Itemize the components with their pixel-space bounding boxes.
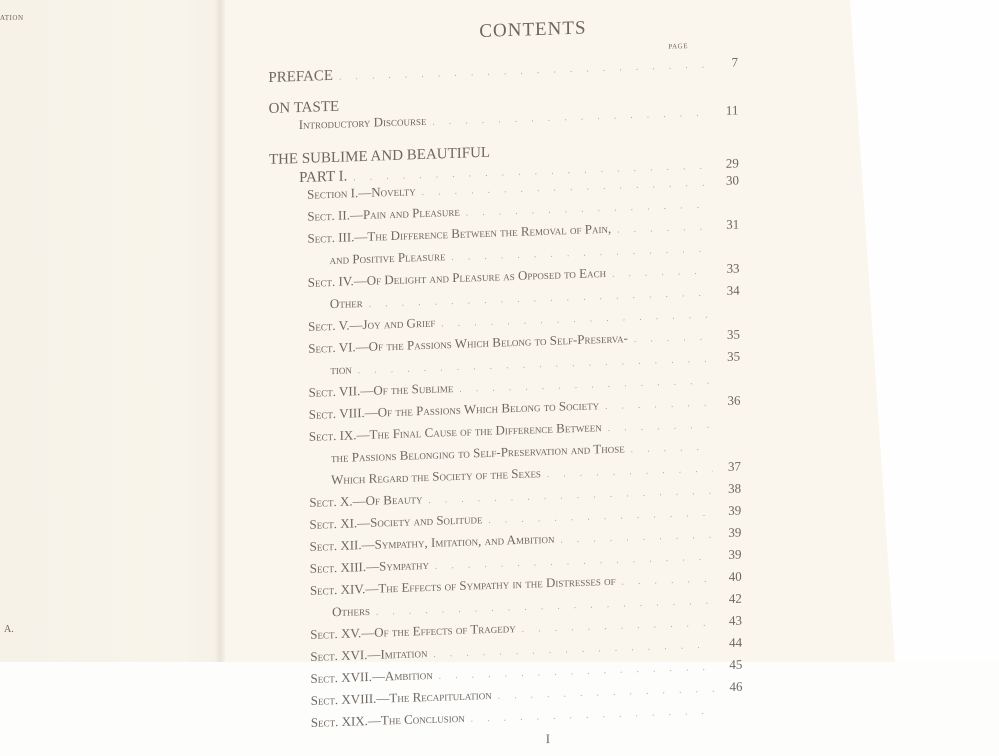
toc-entry-continuation: tion . . . 35 [270, 349, 740, 387]
toc-entry: Sect. XVIII.—The Recapitulation . . . 46 [273, 679, 743, 717]
heading-label: ON TASTE [268, 98, 340, 118]
toc-entry: Sect. XIX.—The Conclusion . . . [273, 701, 743, 739]
toc-entry: Sect. XV.—Of the Effects of Tragedy . . . 43 [272, 613, 742, 651]
entry-page: 29 [725, 155, 739, 171]
table-of-contents [268, 12, 743, 756]
toc-entry: Sect. XVI.—Imitation . . . 44 [272, 635, 742, 673]
toc-entry: Sect. XVII.—Ambition . . . 45 [272, 657, 742, 695]
book-gutter [215, 0, 225, 662]
toc-entry: Sect. IV.—Of Delight and Pleasure as Opposed to Each . . . 33 [270, 260, 740, 298]
toc-entry-continuation: the Passions Belonging to Self-Preservation and Those . . . [271, 437, 741, 475]
leader-dots [432, 107, 710, 126]
entry-page: 7 [731, 54, 739, 70]
running-head: ATION [0, 14, 24, 22]
toc-entry: Sect. VII.—Of the Sublime . . . [271, 371, 741, 409]
toc-entry-continuation: Other . . . 34 [270, 283, 740, 321]
toc-entry: Sect. II.—Pain and Pleasure . . . [269, 194, 739, 232]
toc-entry: Sect. VIII.—Of the Passions Which Belong to Society . . . 36 [271, 393, 741, 431]
corner-mark: A. [4, 624, 14, 635]
entry-label: PART I. [298, 168, 348, 187]
toc-entry: Section I.—Novelty . . . 30 [269, 172, 739, 210]
toc-entry: Sect. V.—Joy and Grief . . . [270, 305, 740, 343]
entry-label: Introductory Discourse [298, 112, 427, 133]
toc-entry-continuation: Others . . . 42 [272, 591, 742, 629]
page-folio: I [545, 731, 551, 747]
toc-entry: Sect. III.—The Difference Between the Removal of Pain, . . . 31 [269, 216, 739, 254]
toc-entry: Sect. VI.—Of the Passions Which Belong to Self-Preserva- . . . 35 [270, 327, 740, 365]
toc-entry: Sect. XIV.—The Effects of Sympathy in the Distresses of . . . 40 [272, 569, 742, 607]
toc-entry: Sect. X.—Of Beauty . . . 38 [271, 481, 741, 519]
toc-entry: Sect. XII.—Sympathy, Imitation, and Ambition . . . 39 [272, 525, 742, 563]
toc-entry-continuation: and Positive Pleasure . . . [270, 238, 740, 276]
toc-entry: Sect. XIII.—Sympathy . . . 39 [272, 547, 742, 585]
page-title: CONTENTS [479, 17, 587, 42]
toc-entry: Sect. XI.—Society and Solitude . . . 39 [271, 503, 741, 541]
page-column-label: PAGE [668, 42, 689, 51]
toc-entry: Sect. IX.—The Final Cause of the Difference Between . . . [271, 415, 741, 453]
toc-entry-continuation: Which Regard the Society of the Sexes . . . 37 [271, 459, 741, 497]
leader-dots [339, 59, 710, 81]
heading-label: THE SUBLIME AND BEAUTIFUL [268, 144, 491, 169]
entry-page: 11 [725, 102, 739, 118]
entry-label: PREFACE [268, 67, 334, 87]
